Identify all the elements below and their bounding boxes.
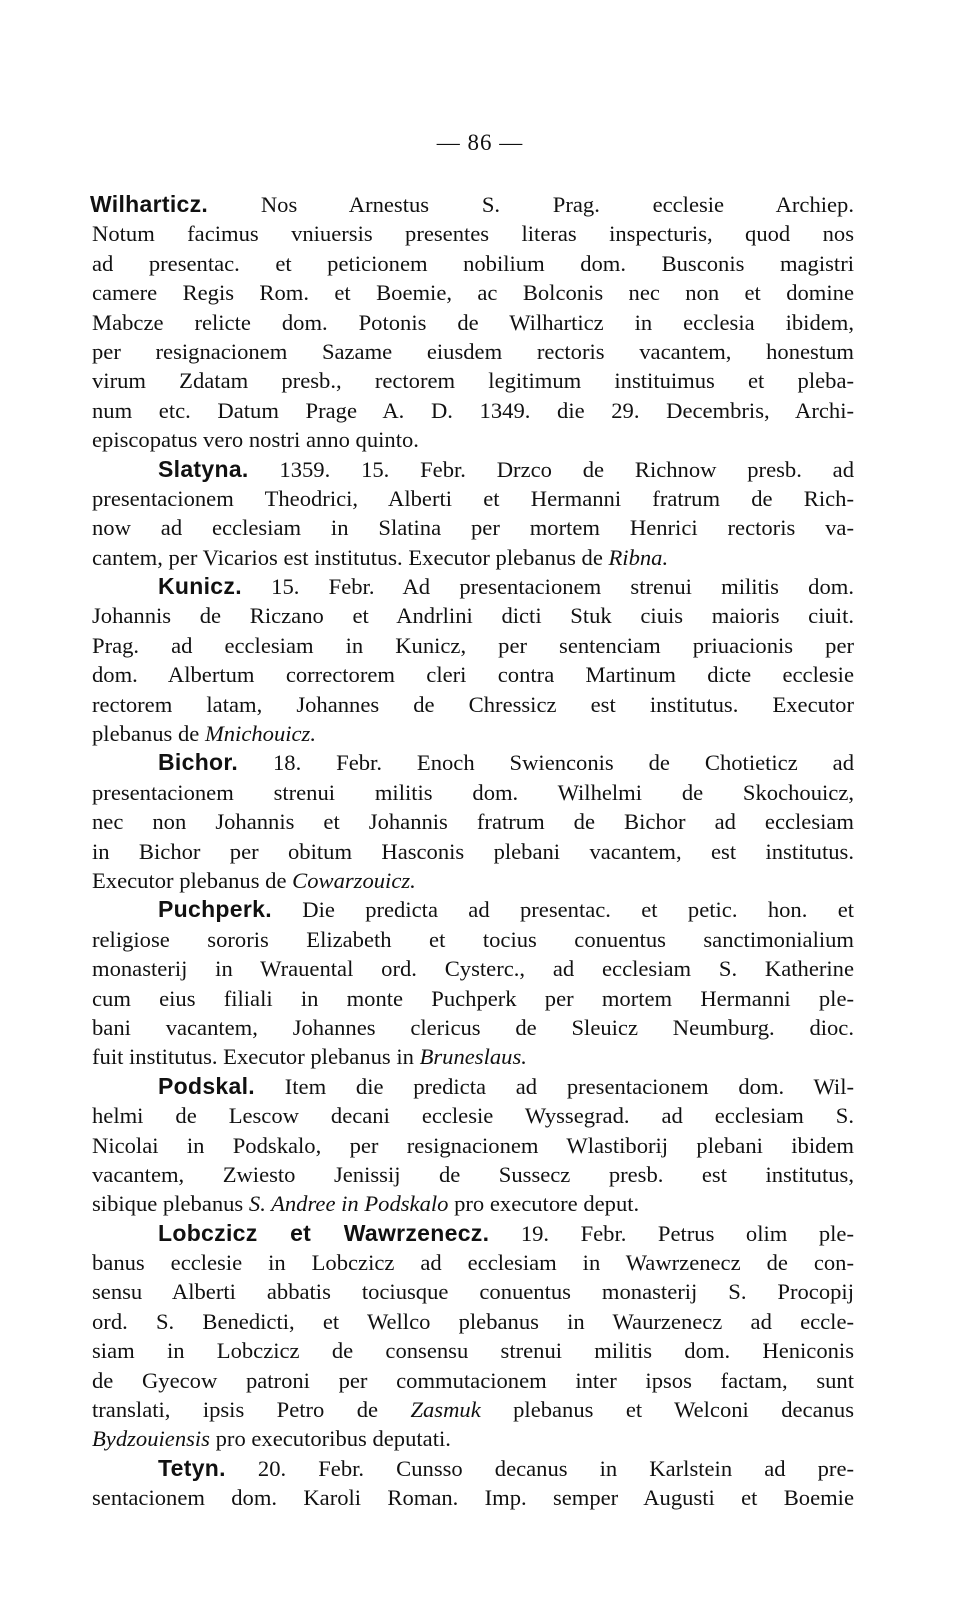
body-text: presentacionem strenui militis dom. Wilhelmi de Skochouicz,: [92, 779, 854, 805]
body-text: virum Zdatam presb., rectorem legitimum instituimus et pleba-: [92, 368, 854, 394]
text-line: [92, 807, 854, 836]
body-text: pro executoribus deputati.: [209, 1426, 451, 1452]
body-text: de Gyecow patroni per commutacionem inter ipsos factam, sunt: [92, 1367, 854, 1393]
text-line: [92, 1189, 854, 1218]
text-line: [92, 1042, 854, 1071]
text-line: [92, 984, 854, 1013]
entry-heading: Bichor.: [158, 749, 239, 776]
body-text: Executor plebanus de: [92, 867, 293, 893]
body-text: bani vacantem, Johannes clericus de Sleuicz Neumburg. dioc.: [92, 1014, 854, 1040]
text-line: [92, 1101, 854, 1130]
text-line: [92, 866, 854, 895]
text-line: [92, 219, 854, 248]
italic-text: Bydzouiensis: [92, 1426, 210, 1452]
text-line: [92, 1483, 854, 1512]
body-text: sensu Alberti abbatis tociusque conuentus monasterij S. Procopij: [92, 1279, 854, 1305]
body-text: fuit institutus. Executor plebanus in: [92, 1044, 420, 1070]
body-text: 18. Febr. Enoch Swienconis de Chotieticz ad: [238, 750, 854, 776]
body-text: pro executore deput.: [448, 1191, 640, 1217]
body-text: Prag. ad ecclesiam in Kunicz, per sentenciam priuacionis per: [92, 632, 854, 658]
text-line: [92, 1248, 854, 1277]
body-text: religiose sororis Elizabeth et tocius conuentus sanctimonialium: [92, 926, 854, 952]
text-line: [92, 1424, 854, 1453]
text-line: [92, 249, 854, 278]
text-line: [92, 455, 854, 484]
entry: [92, 1219, 854, 1454]
italic-text: Cowarzouicz.: [292, 867, 416, 893]
text-line: [92, 1366, 854, 1395]
entry: [92, 455, 854, 573]
body-text: Johannis de Riczano et Andrlini dicti Stuk ciuis maioris ciuit.: [92, 603, 854, 629]
body-text: helmi de Lescow decani ecclesie Wyssegrad. ad ecclesiam S.: [92, 1103, 854, 1129]
body-text: cum eius filiali in monte Puchperk per mortem Hermanni ple-: [92, 985, 854, 1011]
entry: [92, 572, 854, 748]
entry: [92, 748, 854, 895]
text-line: [92, 543, 854, 572]
entry: [92, 190, 854, 455]
body-text: presentacionem Theodrici, Alberti et Hermanni fratrum de Rich-: [92, 485, 854, 511]
body-text: nec non Johannis et Johannis fratrum de Bichor ad ecclesiam: [92, 809, 854, 835]
text-line: [92, 308, 854, 337]
body-text: Mabcze relicte dom. Potonis de Wilharticz in ecclesia ibidem,: [92, 309, 854, 335]
text-line: [92, 837, 854, 866]
entry-heading: Slatyna.: [158, 455, 249, 482]
body-text: Nicolai in Podskalo, per resignacionem Wlastiborij plebani ibidem: [92, 1132, 854, 1158]
body-text: in Bichor per obitum Hasconis plebani vacantem, est institutus.: [92, 838, 854, 864]
body-text: now ad ecclesiam in Slatina per mortem Henrici rectoris va-: [92, 515, 854, 541]
body-text: sibique plebanus: [92, 1191, 249, 1217]
text-line: [92, 190, 854, 219]
text-line: [92, 1336, 854, 1365]
body-text: camere Regis Rom. et Boemie, ac Bolconis nec non et domine: [92, 280, 854, 306]
body-text: 19. Febr. Petrus olim ple-: [489, 1220, 854, 1246]
text-line: [92, 1013, 854, 1042]
text-line: [92, 1395, 854, 1424]
text-line: [92, 1277, 854, 1306]
entry: [92, 1454, 854, 1513]
body-text: plebanus et Welconi decanus: [480, 1397, 854, 1423]
body-text: banus ecclesie in Lobczicz ad ecclesiam in Wawrzenecz de con-: [92, 1250, 854, 1276]
body-text: 1359. 15. Febr. Drzco de Richnow presb. ad: [248, 456, 854, 482]
body-text: Nos Arnestus S. Prag. ecclesie Archiep.: [208, 192, 854, 217]
text-line: [92, 337, 854, 366]
entry-heading: Podskal.: [158, 1072, 255, 1099]
text-line: [92, 366, 854, 395]
text-line: [92, 895, 854, 924]
text-line: [92, 425, 854, 454]
body-text: translati, ipsis Petro de: [92, 1397, 411, 1423]
text-line: [92, 278, 854, 307]
body-text: ord. S. Benedicti, et Wellco plebanus in Waurzenecz ad eccle-: [92, 1308, 854, 1334]
text-line: [92, 1131, 854, 1160]
text-line: [92, 778, 854, 807]
body-text: siam in Lobczicz de consensu strenui militis dom. Heniconis: [92, 1338, 854, 1364]
text-line: [92, 484, 854, 513]
body-text: ad presentac. et peticionem nobilium dom. Busconis magistri: [92, 250, 854, 276]
text-line: [92, 925, 854, 954]
entry-heading: Lobczicz et Wawrzenecz.: [158, 1219, 490, 1246]
entry-heading: Wilharticz.: [90, 191, 209, 217]
text-line: [92, 1160, 854, 1189]
entry-heading: Puchperk.: [158, 896, 272, 923]
entry-heading: Tetyn.: [158, 1454, 226, 1481]
entry: [92, 895, 854, 1071]
body-text: dom. Albertum correctorem cleri contra Martinum dicte ecclesie: [92, 662, 854, 688]
body-text: per resignacionem Sazame eiusdem rectoris vacantem, honestum: [92, 338, 854, 364]
text-line: [92, 396, 854, 425]
entry-heading: Kunicz.: [158, 573, 242, 600]
text-line: [92, 601, 854, 630]
text-line: [92, 690, 854, 719]
body-text: cantem, per Vicarios est institutus. Executor plebanus de: [92, 544, 609, 570]
text-line: [92, 1072, 854, 1101]
body-text: rectorem latam, Johannes de Chressicz est institutus. Executor: [92, 691, 854, 717]
text-line: [92, 1307, 854, 1336]
italic-text: Bruneslaus.: [419, 1044, 527, 1070]
body-text: sentacionem dom. Karoli Roman. Imp. semper Augusti et Boemie: [92, 1485, 854, 1511]
text-line: [92, 513, 854, 542]
body-text: num etc. Datum Prage A. D. 1349. die 29. Decembris, Archi-: [92, 397, 854, 423]
document-body: [92, 190, 854, 1513]
italic-text: Mnichouicz.: [204, 721, 316, 747]
text-line: [92, 631, 854, 660]
text-line: [92, 1454, 854, 1483]
body-text: 15. Febr. Ad presentacionem strenui militis dom.: [241, 574, 854, 600]
text-line: [92, 1219, 854, 1248]
body-text: 20. Febr. Cunsso decanus in Karlstein ad pre-: [225, 1455, 854, 1481]
text-line: [92, 572, 854, 601]
italic-text: Ribna.: [608, 544, 669, 570]
body-text: monasterij in Wrauental ord. Cysterc., ad ecclesiam S. Katherine: [92, 956, 854, 982]
body-text: plebanus de: [92, 721, 205, 747]
entry: [92, 1072, 854, 1219]
page-number: — 86 —: [436, 130, 524, 155]
text-line: [92, 719, 854, 748]
body-text: episcopatus vero nostri anno quinto.: [92, 427, 419, 453]
italic-text: Zasmuk: [410, 1397, 481, 1423]
body-text: vacantem, Zwiesto Jenissij de Sussecz presb. est institutus,: [92, 1161, 854, 1187]
text-line: [92, 748, 854, 777]
body-text: Item die predicta ad presentacionem dom. Wil-: [255, 1073, 854, 1099]
body-text: Die predicta ad presentac. et petic. hon. et: [271, 897, 854, 923]
italic-text: S. Andree in Podskalo: [248, 1191, 449, 1217]
body-text: Notum facimus vniuersis presentes literas inspecturis, quod nos: [92, 221, 854, 247]
text-line: [92, 954, 854, 983]
text-line: [92, 660, 854, 689]
